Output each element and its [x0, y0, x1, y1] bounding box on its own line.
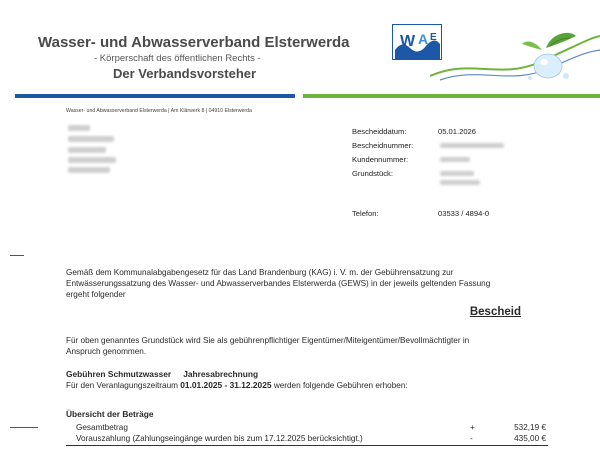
water-splash-leaf-icon [430, 18, 600, 88]
amount-row-sign: + [470, 423, 475, 432]
period-suffix: werden folgende Gebühren erhoben: [273, 381, 408, 390]
svg-text:E: E [430, 32, 437, 43]
svg-text:W: W [400, 33, 416, 50]
fees-heading [66, 369, 258, 379]
organization-name: Wasser- und Abwasserverband Elsterwerda [38, 34, 350, 51]
liability-line: Anspruch genommen. [66, 347, 147, 356]
document-title-text: Bescheid [469, 306, 521, 318]
period-prefix: Für den Veranlagungszeitraum [66, 381, 178, 390]
assessment-period [66, 380, 408, 390]
fold-mark [10, 427, 38, 428]
intro-line: ergeht folgender [66, 290, 126, 299]
overview-heading: Übersicht der Beträge [66, 409, 154, 419]
bescheiddatum-label: Bescheiddatum: [352, 127, 407, 136]
kundennummer-label: Kundennummer: [352, 155, 409, 164]
liability-line: Für oben genanntes Grundstück wird Sie als gebührenpflichtiger Eigentümer/Miteigentümer/Bevollmächtigter in [66, 336, 470, 345]
organization-role: Der Verbandsvorsteher [113, 66, 257, 81]
grundstueck-value-redacted-2 [440, 180, 480, 185]
fees-type: Jahresabrechnung [183, 369, 259, 379]
header-bar-green [303, 94, 600, 98]
amount-row-value: 532,19 € [514, 423, 546, 432]
telefon-label: Telefon: [352, 209, 379, 218]
intro-line: Gemäß dem Kommunalabgabengesetz für das Land Brandenburg (KAG) i. V. m. der Gebührensatzung zur [66, 268, 454, 277]
intro-line: Entwässerungssatzung des Wasser- und Abwasserverbandes Elsterwerda (GEWS) in der jeweils geltenden Fassung [66, 279, 491, 288]
bescheiddatum-value: 05.01.2026 [438, 127, 477, 136]
fold-mark [10, 255, 24, 256]
bescheidnummer-label: Bescheidnummer: [352, 141, 414, 150]
amount-row-value: 435,00 € [514, 434, 546, 443]
sender-line: Wasser- und Abwasserverband Elsterwerda | Am Klärwerk 8 | 04910 Elsterwerda [66, 108, 252, 114]
grundstueck-label: Grundstück: [352, 169, 393, 178]
organization-subtitle: - Körperschaft des öffentlichen Rechts - [94, 53, 261, 64]
document-title [0, 306, 521, 318]
telefon-value: 03533 / 4894-0 [438, 209, 490, 218]
period-range: 01.01.2025 - 31.12.2025 [180, 380, 272, 390]
amount-row-label: Vorauszahlung (Zahlungseingänge wurden bis zum 17.12.2025 berücksichtigt.) [76, 434, 363, 443]
amount-row-label: Gesamtbetrag [76, 423, 128, 432]
header-bar-blue [15, 94, 295, 98]
fees-heading-text: Gebühren Schmutzwasser [66, 369, 172, 379]
amount-divider [66, 445, 548, 446]
svg-text:A: A [418, 31, 429, 47]
liability-paragraph [66, 335, 546, 357]
intro-paragraph [66, 267, 546, 300]
kundennummer-value-redacted [440, 157, 470, 162]
amount-row-sign: - [470, 434, 473, 443]
grundstueck-value-redacted [440, 171, 474, 176]
bescheidnummer-value-redacted [440, 143, 504, 148]
